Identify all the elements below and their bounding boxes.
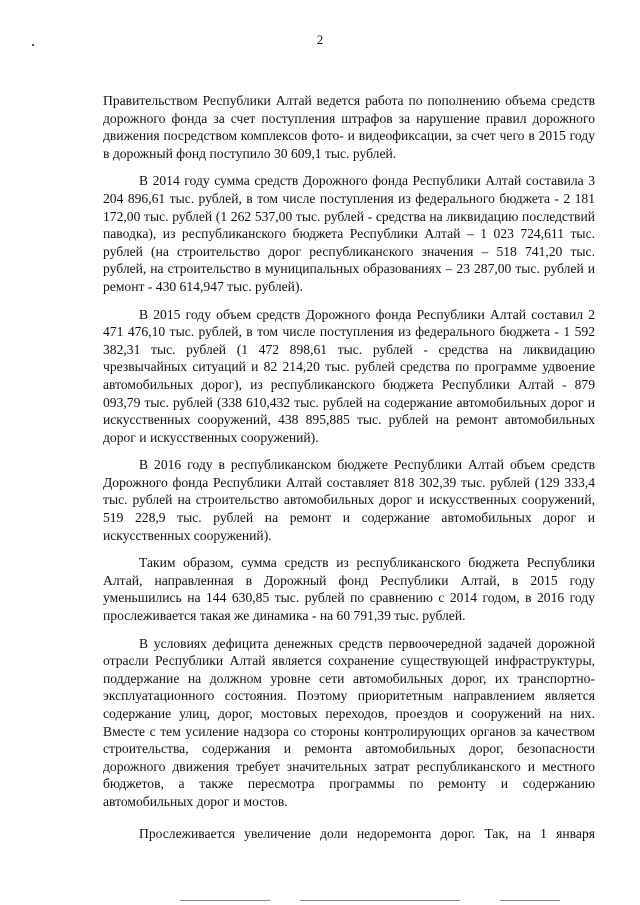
paragraph-2015-fund: В 2015 году объем средств Дорожного фонда Республики Алтай составил 2 471 476,10 тыс. рублей, в том числе поступления из федерального бюджета - 1 592 382,31 тыс. рублей (1 472 898,61 тыс. рублей - средства на ликвидацию чрезвычайных ситуаций и 82 214,20 тыс. рублей средства по программе удвоение автомобильных дорог), из республиканского бюджета Республики Алтай - 879 093,79 тыс. рублей (338 610,432 тыс. рублей на содержание автомобильных дорог и искусственных сооружений, 438 895,885 тыс. рублей на ремонт автомобильных дорог и искусственных сооружений). xyxy=(103,306,595,445)
paragraph-underrepair: Прослеживается увеличение доли недоремонта дорог. Так, на 1 января xyxy=(139,825,595,841)
paragraph-deficit-priorities: В условиях дефицита денежных средств первоочередной задачей дорожной отрасли Республики Алтай является сохранение существующей инфраструктуры, поддержание на должном уровне сети автомобильных дорог, их транспортно-эксплуатационного состояния. Поэтому приоритетным направлением является содержание улиц, дорог, мостовых переходов, проездов и сооружений на них. Вместе с тем усиление надзора со стороны контролирующих органов за качеством строительства, содержания и ремонта автомобильных дорог, безопасности дорожного движения требует значительных затрат республиканского и местного бюджетов, а также пересмотра программы по ремонту и содержанию автомобильных дорог и мостов. xyxy=(103,635,595,809)
paragraph-fines-revenue: Правительством Республики Алтай ведется работа по пополнению объема средств дорожного фонда за счет поступления штрафов за нарушение правил дорожного движения посредством комплексов фото- и видеофиксации, за счет чего в 2015 году в дорожный фонд поступило 30 609,1 тыс. рублей. xyxy=(103,93,595,161)
page-number: 2 xyxy=(316,32,324,47)
paragraph-2016-fund: В 2016 году в республиканском бюджете Республики Алтай объем средств Дорожного фонда Республики Алтай составляет 818 302,39 тыс. рублей (129 333,4 тыс. рублей на строительство автомобильных дорог и искусственных сооружений, 519 228,9 тыс. рублей на ремонт и содержание автомобильных дорог и искусственных сооружений). xyxy=(103,457,595,543)
paragraph-2014-fund: В 2014 году сумма средств Дорожного фонда Республики Алтай составила 3 204 896,61 тыс. рублей, в том числе поступления из федерального бюджета - 2 181 172,00 тыс. рублей (1 262 537,00 тыс. рублей - средства на ликвидацию последствий паводка), из республиканского бюджета Республики Алтай – 1 023 724,611 тыс. рублей (на строительство дорог республиканского значения – 518 741,20 тыс. рублей, на строительство в муниципальных образованиях – 23 287,00 тыс. рублей и ремонт - 430 614,947 тыс. рублей). xyxy=(103,173,595,294)
paragraph-summary: Таким образом, сумма средств из республиканского бюджета Республики Алтай, направленная в Дорожный фонд Республики Алтай, в 2015 году уменьшились на 144 630,85 тыс. рублей по сравнению с 2014 годом, в 2016 году прослеживается такая же динамика - на 60 791,39 тыс. рублей. xyxy=(103,555,595,624)
scan-edge-artifact xyxy=(0,896,640,905)
document-body xyxy=(103,92,595,852)
